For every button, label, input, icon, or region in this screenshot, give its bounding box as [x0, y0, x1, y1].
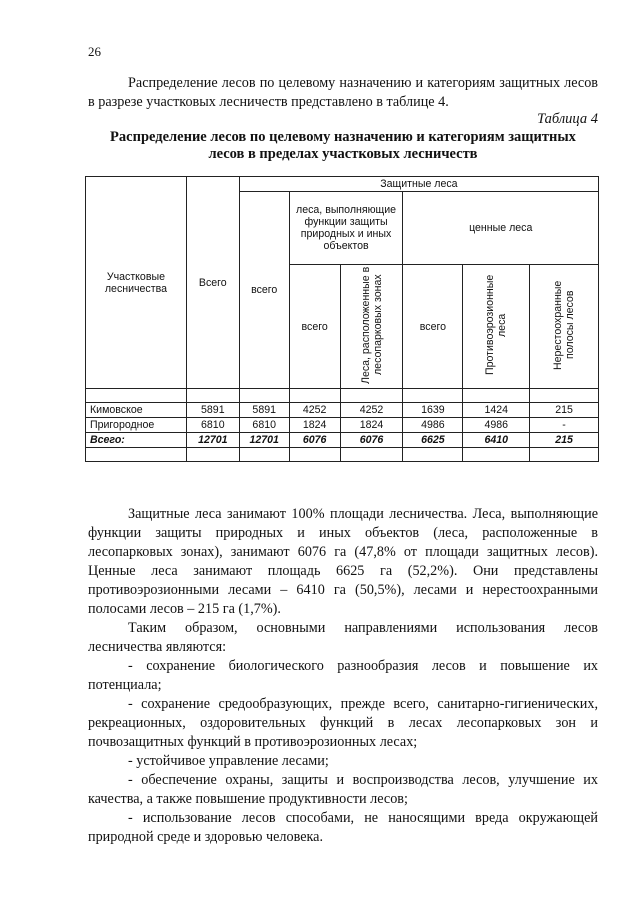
header-natural-objects: леса, выполняющие функции защиты природных и иных объектов [289, 192, 403, 265]
paragraph-directions: Таким образом, основными направлениями использования лесов лесничества являются: [88, 620, 598, 655]
list-item: - сохранение биологического разнообразия лесов и повышение их потенциала; [88, 658, 598, 693]
header-parks: Леса, расположенные в лесопарковых зонах [359, 266, 384, 384]
header-protective: Защитные леса [239, 177, 598, 192]
header-belts-cell [530, 265, 599, 389]
cell-erosion: 1424 [463, 403, 530, 418]
cell-protective: 12701 [239, 433, 289, 448]
cell-natural: 1824 [289, 418, 340, 433]
cell-total: 12701 [186, 433, 239, 448]
cell-protective: 5891 [239, 403, 289, 418]
cell-parks: 6076 [340, 433, 403, 448]
table-title [88, 129, 598, 163]
header-anti-erosion-cell [463, 265, 530, 389]
spacer-row [86, 448, 599, 462]
forest-distribution-table [85, 176, 599, 462]
cell-valuable: 1639 [403, 403, 463, 418]
paragraph-summary: Защитные леса занимают 100% площади лесничества. Леса, выполняющие функции защиты природных и иных объектов (леса, расположенные в лесопарковых зонах), занимают 6076 га (47,8% от площади защитных лесов). Ценные леса занимают площадь 6625 га (52,2%). Они представлены противоэрозионными лесами – 6410 га (50,5%), лесами и нерестоохранными полосами лесов – 215 га (1,7%). [88, 506, 598, 617]
total-row-name: Всего: [86, 433, 187, 448]
cell-erosion: 4986 [463, 418, 530, 433]
header-belts: Нерестоохранные полосы лесов [552, 280, 577, 370]
cell-belts: 215 [530, 403, 599, 418]
cell-erosion: 6410 [463, 433, 530, 448]
cell-total: 6810 [186, 418, 239, 433]
list-item: - обеспечение охраны, защиты и воспроизводства лесов, улучшение их качества, а также повышение продуктивности лесов; [88, 772, 598, 807]
header-district: Участковые лесничества [86, 177, 187, 389]
header-valuable: ценные леса [403, 192, 599, 265]
header-parks-cell [340, 265, 403, 389]
cell-valuable: 4986 [403, 418, 463, 433]
cell-protective: 6810 [239, 418, 289, 433]
cell-natural: 4252 [289, 403, 340, 418]
row-name: Пригородное [86, 418, 187, 433]
cell-belts: 215 [530, 433, 599, 448]
cell-parks: 1824 [340, 418, 403, 433]
list-item: - устойчивое управление лесами; [128, 753, 329, 769]
table-total-row [86, 433, 599, 448]
cell-natural: 6076 [289, 433, 340, 448]
body-text [88, 505, 598, 847]
table-label: Таблица 4 [537, 111, 598, 127]
header-natural-total: всего [289, 265, 340, 389]
intro-paragraph: Распределение лесов по целевому назначению и категориям защитных лесов в разрезе участковых лесничеств представлено в таблице 4. [88, 75, 598, 110]
cell-belts: - [530, 418, 599, 433]
table-title-line-1: Распределение лесов по целевому назначению и категориям защитных [110, 129, 576, 145]
table-row [86, 418, 599, 433]
spacer-row [86, 389, 599, 403]
cell-valuable: 6625 [403, 433, 463, 448]
header-valuable-total: всего [403, 265, 463, 389]
page-number: 26 [88, 44, 101, 59]
list-item: - использование лесов способами, не наносящими вреда окружающей природной среде и здоровью человека. [88, 810, 598, 845]
header-anti-erosion: Противоэрозионные леса [484, 274, 509, 376]
cell-total: 5891 [186, 403, 239, 418]
row-name: Кимовское [86, 403, 187, 418]
header-total: Всего [186, 177, 239, 389]
header-protective-total: всего [239, 192, 289, 389]
table-title-line-2: лесов в пределах участковых лесничеств [208, 146, 478, 162]
cell-parks: 4252 [340, 403, 403, 418]
list-item: - сохранение средообразующих, прежде всего, санитарно-гигиенических, рекреационных, оздоровительных функций в лесах лесопарковых зон и почвозащитных функций в противоэрозионных лесах; [88, 696, 598, 750]
table-row [86, 403, 599, 418]
